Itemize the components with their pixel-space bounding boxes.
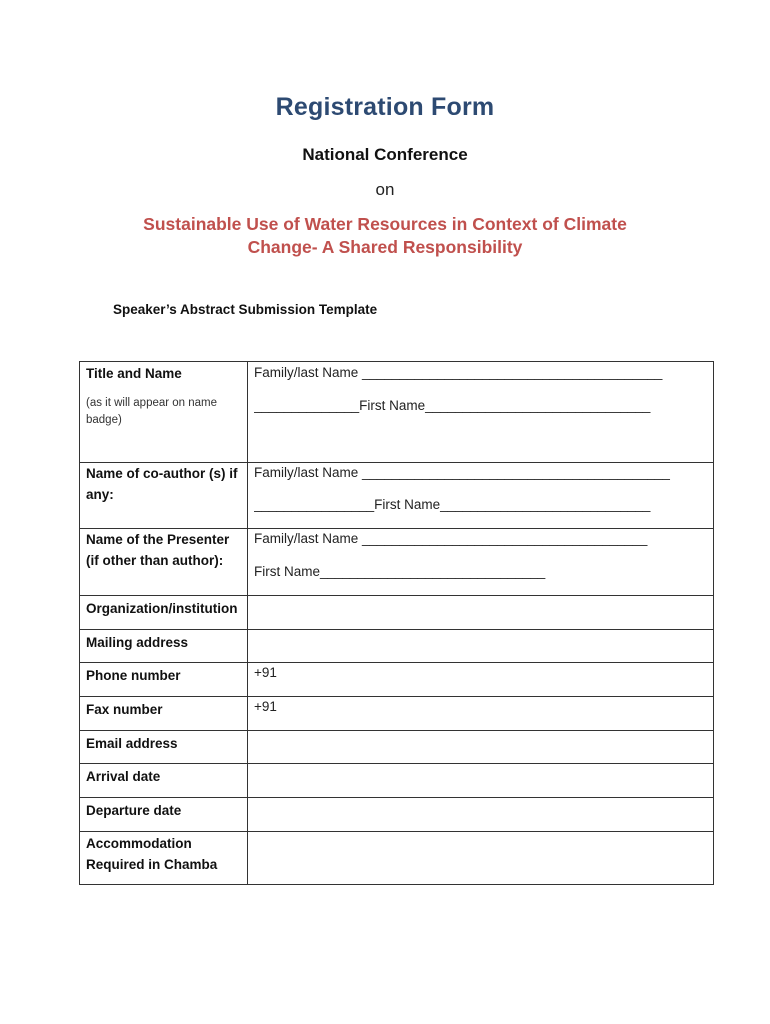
- organization-field[interactable]: [248, 596, 714, 630]
- coauthor-label: Name of co-author (s) if any:: [86, 466, 238, 502]
- registration-table: [79, 361, 714, 885]
- table-row-title-name: [80, 362, 714, 463]
- conference-name: National Conference: [302, 145, 468, 164]
- table-row-phone: [80, 663, 714, 697]
- email-label: Email address: [80, 731, 248, 764]
- family-name-line[interactable]: Family/last Name ________________________________________: [254, 365, 663, 380]
- table-row-organization: [80, 596, 714, 630]
- presenter-label: Name of the Presenter (if other than author):: [86, 532, 230, 568]
- template-label: Speaker’s Abstract Submission Template: [113, 302, 378, 317]
- table-row-presenter: [80, 529, 714, 596]
- table-row-email: [80, 731, 714, 764]
- mailing-label: Mailing address: [80, 630, 248, 663]
- accommodation-label: Accommodation Required in Chamba: [80, 832, 248, 885]
- arrival-label: Arrival date: [80, 764, 248, 798]
- on-text: on: [375, 180, 395, 199]
- departure-label: Departure date: [80, 798, 248, 832]
- name-badge-note: (as it will appear on name badge): [86, 397, 218, 426]
- table-row-departure: [80, 798, 714, 832]
- coauthor-field[interactable]: [248, 463, 714, 529]
- fax-label: Fax number: [80, 697, 248, 731]
- table-row-arrival: [80, 764, 714, 798]
- family-name-line[interactable]: Family/last Name _________________________________________: [254, 465, 670, 480]
- presenter-field[interactable]: [248, 529, 714, 596]
- label-cell: [80, 463, 248, 529]
- theme-line-1: Sustainable Use of Water Resources in Context of Climate: [143, 214, 627, 234]
- table-row-coauthor: [80, 463, 714, 529]
- table-row-mailing: [80, 630, 714, 663]
- arrival-field[interactable]: [248, 764, 714, 798]
- fax-field[interactable]: +91: [248, 697, 714, 731]
- theme-line-2: Change- A Shared Responsibility: [247, 237, 523, 257]
- table-row-fax: [80, 697, 714, 731]
- label-cell: [80, 362, 248, 463]
- first-name-line[interactable]: ______________First Name______________________________: [254, 398, 651, 413]
- first-name-line[interactable]: First Name______________________________: [254, 564, 546, 579]
- family-name-line[interactable]: Family/last Name ______________________________________: [254, 531, 648, 546]
- form-title: Registration Form: [275, 93, 495, 121]
- title-name-field[interactable]: [248, 362, 714, 463]
- table-row-accommodation: [80, 832, 714, 885]
- mailing-field[interactable]: [248, 630, 714, 663]
- organization-label: Organization/institution: [80, 596, 248, 630]
- first-name-line[interactable]: ________________First Name____________________________: [254, 497, 651, 512]
- title-name-label: Title and Name: [86, 366, 182, 381]
- conference-theme: [0, 213, 770, 259]
- label-cell: [80, 529, 248, 596]
- phone-field[interactable]: +91: [248, 663, 714, 697]
- email-field[interactable]: [248, 731, 714, 764]
- departure-field[interactable]: [248, 798, 714, 832]
- accommodation-field[interactable]: [248, 832, 714, 885]
- phone-label: Phone number: [80, 663, 248, 697]
